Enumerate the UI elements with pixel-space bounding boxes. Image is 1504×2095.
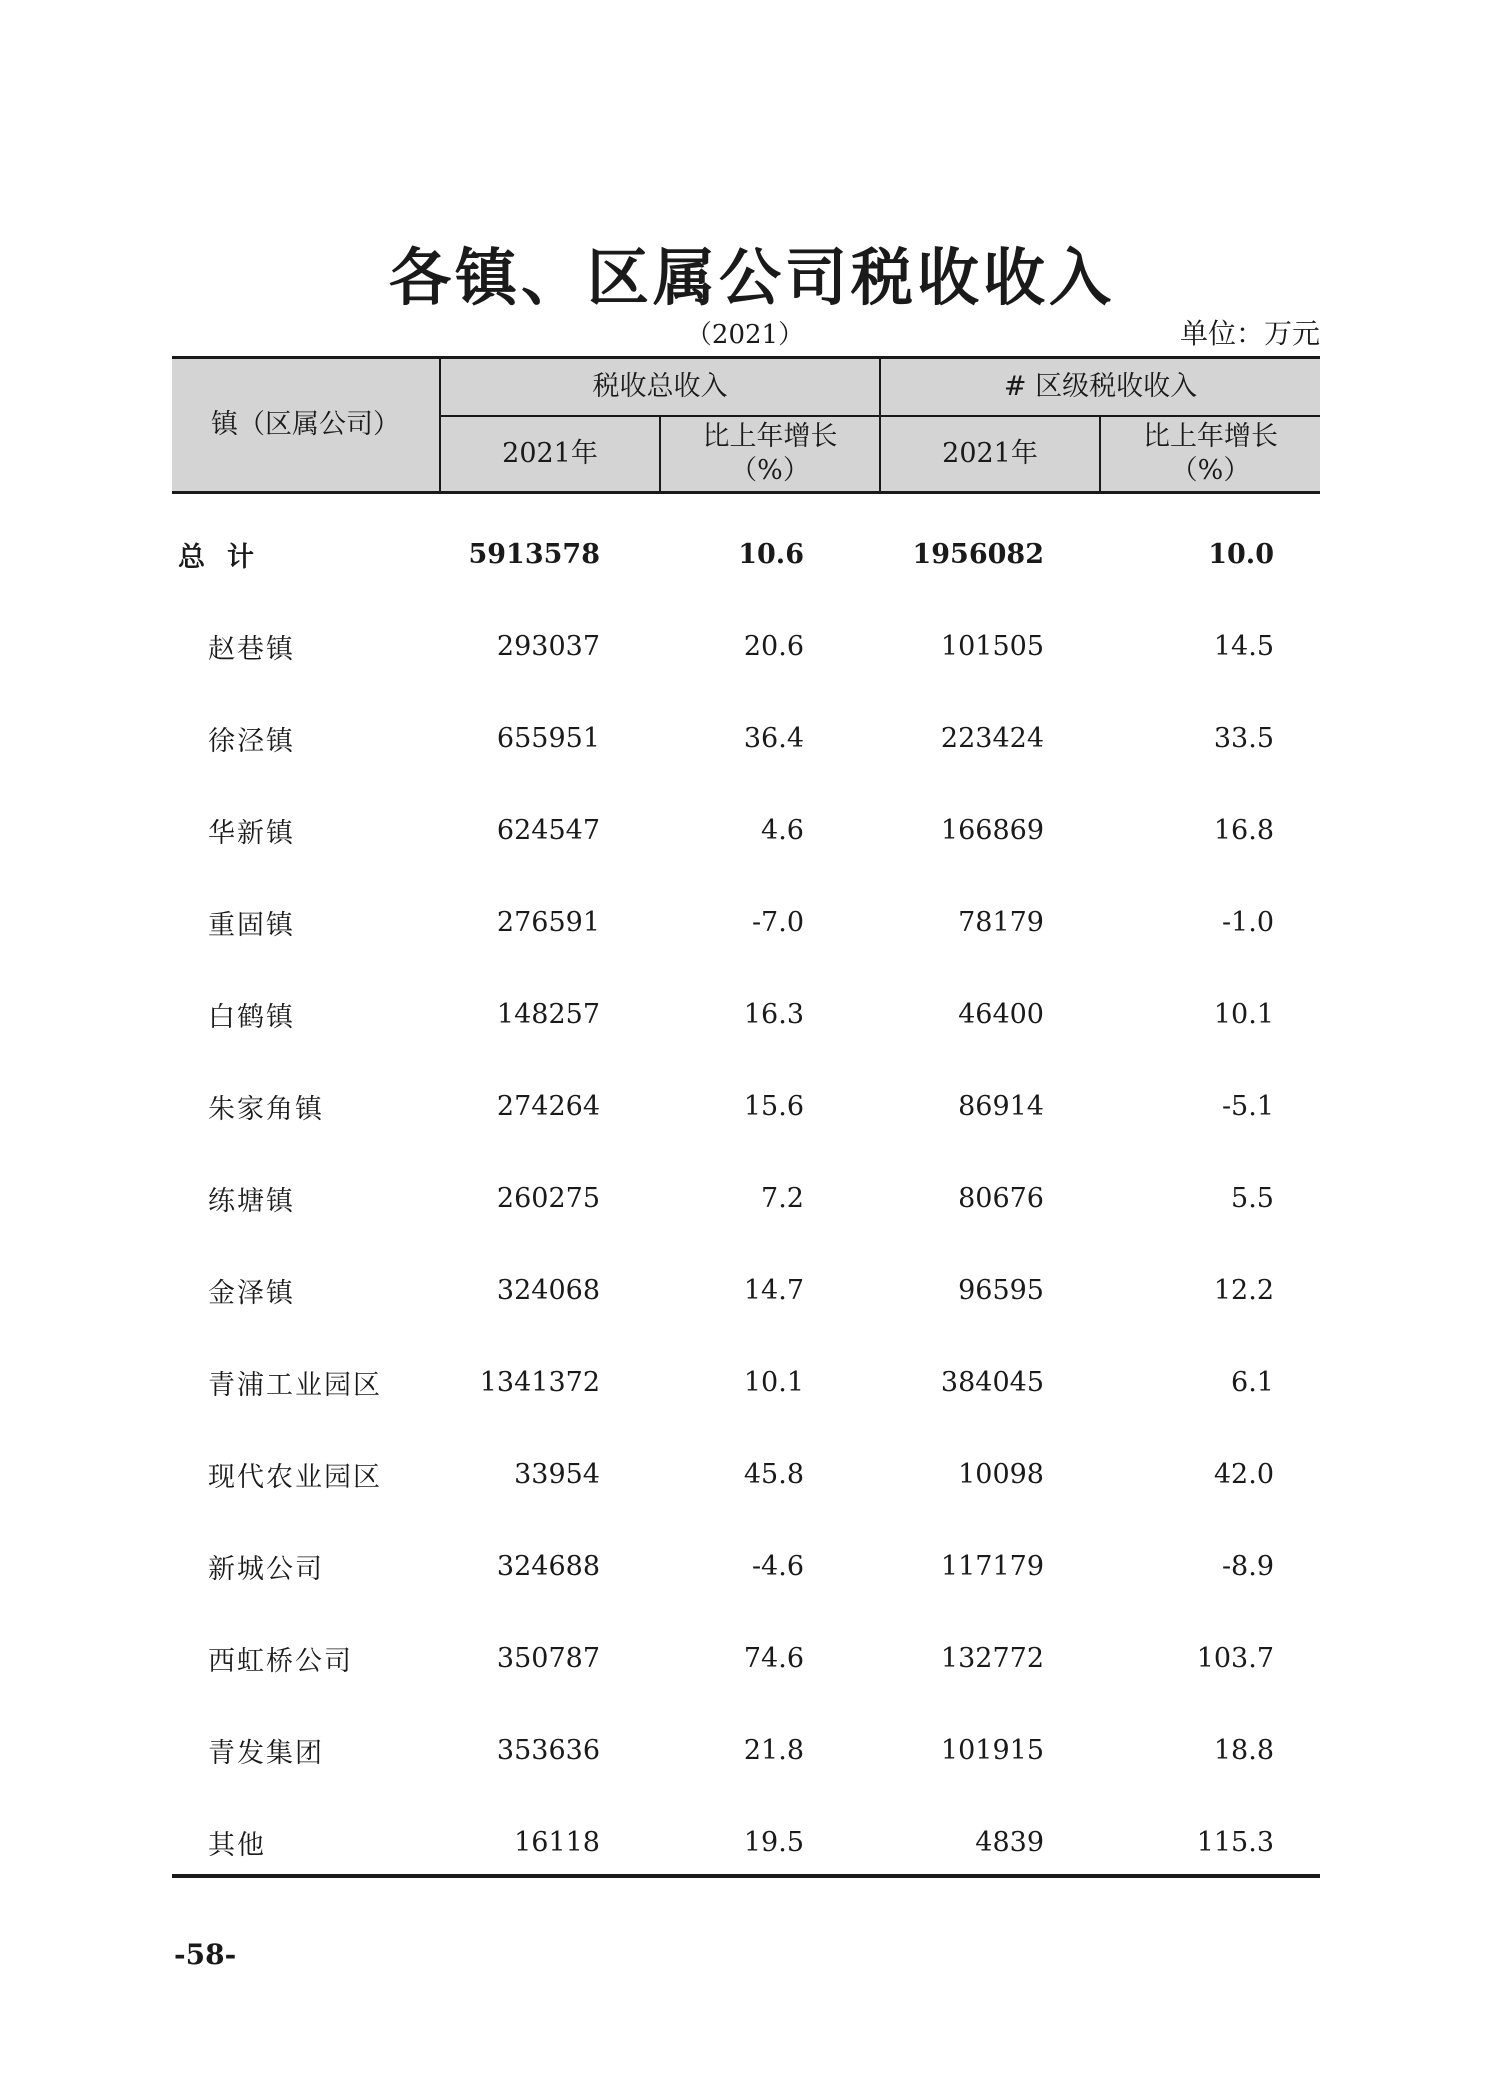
header-district-growth-line1: 比上年增长 (1143, 421, 1278, 452)
row-district-growth: -8.9 (1221, 1550, 1274, 1582)
row-district-2021: 223424 (940, 722, 1044, 754)
table-row (172, 1612, 1320, 1704)
header-row-top (172, 358, 1320, 417)
row-district-growth: 5.5 (1231, 1182, 1274, 1214)
row-district-2021: 96595 (958, 1274, 1044, 1306)
row-district-2021: 384045 (940, 1366, 1044, 1398)
row-name: 金泽镇 (208, 1277, 295, 1309)
row-name: 朱家角镇 (208, 1093, 324, 1125)
header-group-district: # 区级税收收入 (880, 358, 1320, 417)
row-total-2021: 624547 (496, 814, 600, 846)
row-total-2021: 33954 (514, 1458, 600, 1490)
row-name: 青浦工业园区 (208, 1369, 382, 1401)
row-district-2021: 4839 (975, 1826, 1044, 1858)
table-unit: 单位：万元 (1179, 317, 1320, 350)
table-row (172, 1244, 1320, 1336)
row-name: 其他 (208, 1829, 266, 1861)
row-district-growth: 103.7 (1196, 1642, 1274, 1674)
row-total-2021: 5913578 (468, 538, 600, 570)
table-row (172, 1336, 1320, 1428)
row-total-growth: 10.1 (743, 1366, 804, 1398)
table-row (172, 600, 1320, 692)
row-total-2021: 274264 (496, 1090, 600, 1122)
table-header (172, 358, 1320, 493)
row-total-2021: 148257 (496, 998, 600, 1030)
table-row (172, 1704, 1320, 1796)
row-total-growth: -4.6 (751, 1550, 804, 1582)
row-total-growth: 36.4 (743, 722, 804, 754)
row-name: 赵巷镇 (208, 633, 295, 665)
row-district-growth: 10.0 (1208, 538, 1274, 570)
header-group-total: 税收总收入 (440, 358, 880, 417)
row-district-2021: 80676 (958, 1182, 1044, 1214)
row-district-2021: 101505 (940, 630, 1044, 662)
table-year: （2021） (685, 320, 805, 350)
row-total-growth: -7.0 (751, 906, 804, 938)
table-spacer (172, 493, 1320, 509)
row-total-growth: 45.8 (743, 1458, 804, 1490)
table-row (172, 1152, 1320, 1244)
row-total-growth: 19.5 (743, 1826, 804, 1858)
header-row-label: 镇（区属公司） (172, 358, 440, 493)
table-row (172, 1520, 1320, 1612)
row-district-2021: 10098 (958, 1458, 1044, 1490)
row-district-growth: 42.0 (1213, 1458, 1274, 1490)
header-district-growth (1100, 416, 1320, 493)
row-total-growth: 21.8 (743, 1734, 804, 1766)
header-total-growth-line1: 比上年增长 (702, 421, 838, 452)
row-total-growth: 10.6 (738, 538, 804, 570)
row-total-growth: 15.6 (743, 1090, 804, 1122)
row-district-growth: 18.8 (1213, 1734, 1274, 1766)
row-district-growth: -1.0 (1221, 906, 1274, 938)
row-name: 现代农业园区 (208, 1461, 382, 1493)
row-district-2021: 86914 (958, 1090, 1044, 1122)
row-name: 新城公司 (208, 1553, 324, 1585)
row-total-growth: 20.6 (743, 630, 804, 662)
table-row (172, 876, 1320, 968)
table-row-total (172, 508, 1320, 600)
header-total-year: 2021年 (440, 416, 660, 493)
row-total-growth: 74.6 (743, 1642, 804, 1674)
row-name: 华新镇 (208, 817, 295, 849)
row-district-2021: 78179 (958, 906, 1044, 938)
table-row (172, 968, 1320, 1060)
header-total-growth (660, 416, 880, 493)
row-total-2021: 353636 (496, 1734, 600, 1766)
row-district-2021: 117179 (940, 1550, 1044, 1582)
row-total-growth: 4.6 (761, 814, 804, 846)
row-name: 白鹤镇 (208, 1001, 295, 1033)
table-row (172, 1060, 1320, 1152)
table-body (172, 493, 1320, 1889)
row-district-growth: 10.1 (1213, 998, 1274, 1030)
row-total-2021: 350787 (496, 1642, 600, 1674)
tax-revenue-table (172, 356, 1320, 1888)
table-bottom-rule (172, 1874, 1320, 1878)
row-district-growth: 16.8 (1213, 814, 1274, 846)
row-total-growth: 16.3 (743, 998, 804, 1030)
row-district-growth: 115.3 (1196, 1826, 1274, 1858)
row-district-2021: 101915 (940, 1734, 1044, 1766)
header-total-growth-line2: （%） (730, 455, 810, 486)
row-district-growth: 12.2 (1213, 1274, 1274, 1306)
row-total-2021: 1341372 (479, 1366, 600, 1398)
row-district-2021: 1956082 (912, 538, 1044, 570)
row-total-2021: 655951 (496, 722, 600, 754)
tax-revenue-table-container (172, 356, 1320, 1888)
row-district-2021: 166869 (940, 814, 1044, 846)
row-total-2021: 260275 (496, 1182, 600, 1214)
row-district-growth: 6.1 (1231, 1366, 1274, 1398)
row-name: 青发集团 (208, 1737, 324, 1769)
row-district-growth: 14.5 (1213, 630, 1274, 662)
row-total-2021: 324068 (496, 1274, 600, 1306)
page-number: -58- (174, 1938, 237, 1971)
row-total-2021: 16118 (514, 1826, 600, 1858)
table-row (172, 784, 1320, 876)
row-name: 徐泾镇 (208, 725, 295, 757)
row-total-2021: 293037 (496, 630, 600, 662)
row-total-growth: 14.7 (743, 1274, 804, 1306)
row-district-2021: 132772 (940, 1642, 1044, 1674)
page-title (0, 228, 1504, 317)
page-title-text: 各镇、区属公司税收收入 (388, 241, 1115, 314)
row-name: 总计 (178, 541, 276, 573)
row-district-growth: 33.5 (1213, 722, 1274, 754)
row-name: 重固镇 (208, 909, 295, 941)
header-district-growth-line2: （%） (1170, 455, 1251, 486)
header-district-year: 2021年 (880, 416, 1100, 493)
row-district-2021: 46400 (958, 998, 1044, 1030)
row-name: 练塘镇 (208, 1185, 295, 1217)
row-total-2021: 324688 (496, 1550, 600, 1582)
table-row (172, 692, 1320, 784)
table-row (172, 1428, 1320, 1520)
row-total-growth: 7.2 (761, 1182, 804, 1214)
row-name: 西虹桥公司 (208, 1645, 353, 1677)
row-total-2021: 276591 (496, 906, 600, 938)
row-district-growth: -5.1 (1221, 1090, 1274, 1122)
